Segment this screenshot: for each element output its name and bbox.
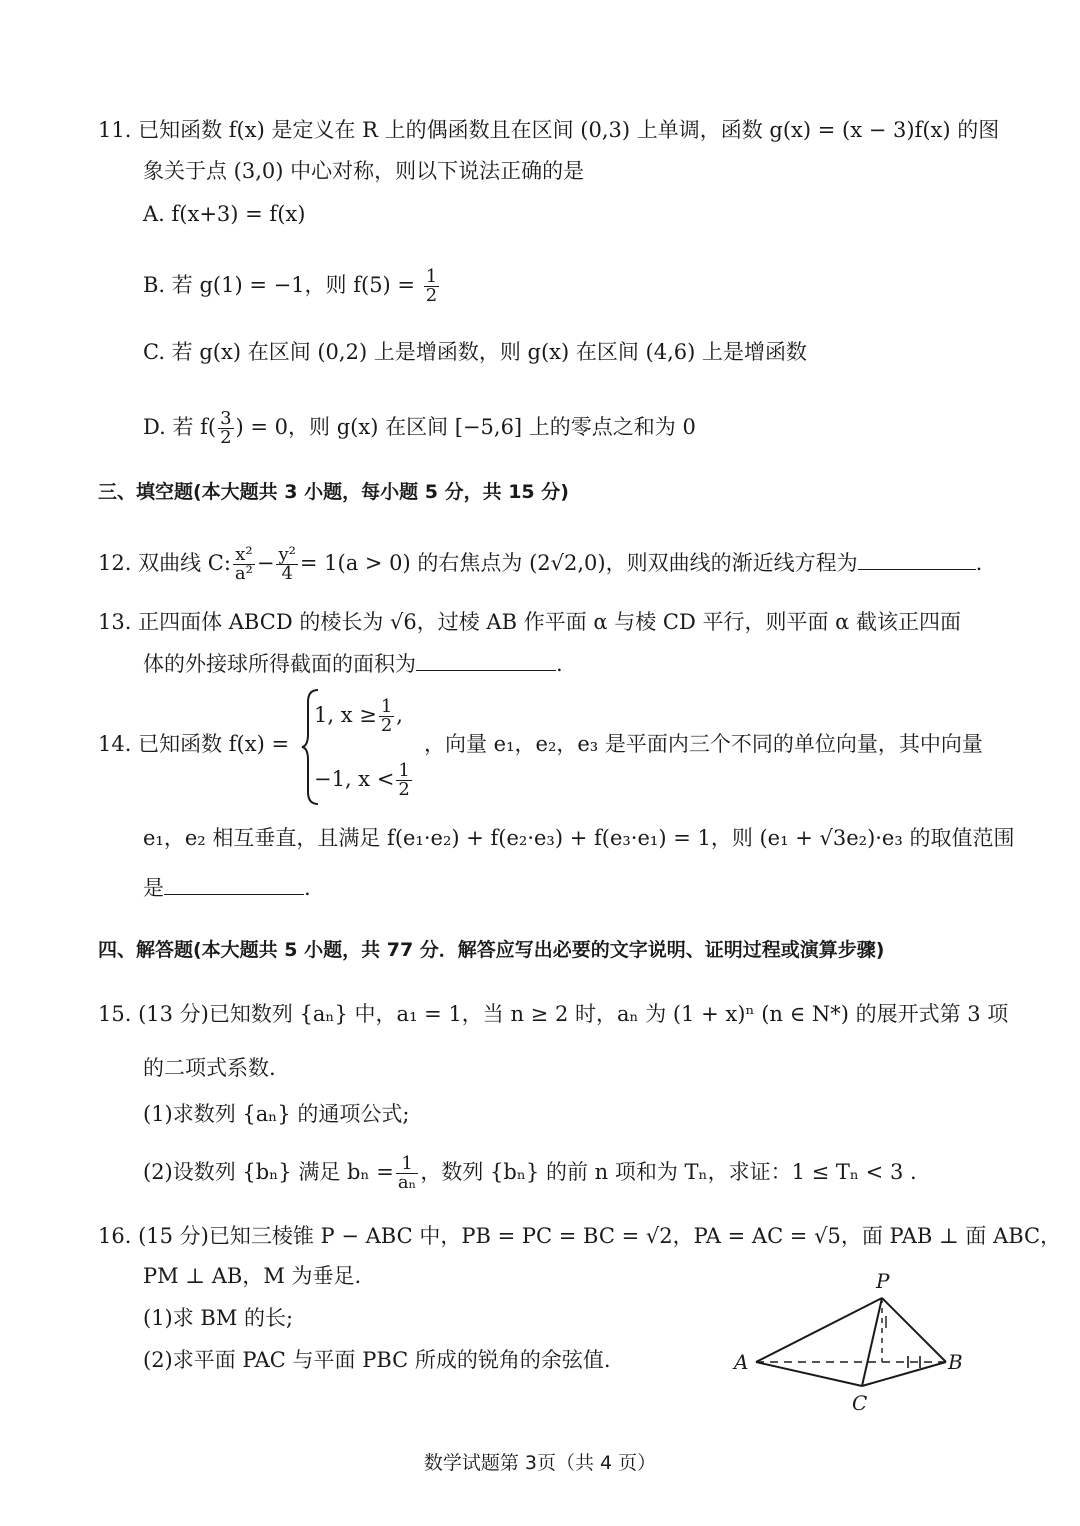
q15-part-2-fraction [396,1155,419,1192]
fraction-denominator: a² [234,563,253,584]
q15-text-1: (13 分)已知数列 {aₙ} 中，a₁ = 1，当 n ≥ 2 时，aₙ 为 (1 + x)ⁿ (n ∈ N*) 的展开式第 3 项 [138,1002,1009,1026]
q11-option-b [143,268,441,305]
q16-line2: PM ⊥ AB，M 为垂足. [143,1264,362,1288]
q13-answer-blank[interactable] [416,648,556,671]
q14-number: 14. [98,732,132,756]
fraction-numerator: 1 [396,1155,419,1174]
vertex-label-P: P [876,1269,890,1293]
fraction-numerator: 1 [398,760,410,781]
fraction-denominator: aₙ [397,1172,417,1193]
q12-fraction-2 [276,546,297,583]
fraction-numerator: y² [278,544,296,565]
q11-stem-2: 象关于点 (3,0) 中心对称，则以下说法正确的是 [143,159,585,183]
fraction-denominator: 2 [398,779,410,800]
q13-text-1: 正四面体 ABCD 的棱长为 √6，过棱 AB 作平面 α 与棱 CD 平行，则平面 α 截该正四面 [138,610,962,634]
q11-option-c: C. 若 g(x) 在区间 (0,2) 上是增函数，则 g(x) 在区间 (4,6) 上是增函数 [143,340,807,364]
q14-case-1-fraction [379,698,394,735]
q11-option-a: A. f(x+3) = f(x) [143,202,306,226]
edge-PA [756,1298,882,1362]
fraction-numerator: x² [233,546,255,565]
q15-line1 [98,1000,1008,1028]
q12-number: 12. [98,551,132,575]
q12-minus: − [256,551,275,575]
q16-pyramid-figure [728,1262,978,1422]
q13-end: . [556,652,563,676]
q14-case-2 [314,762,414,799]
q15-part-1: (1)求数列 {aₙ} 的通项公式; [143,1102,410,1126]
q12-answer-blank[interactable] [858,547,976,570]
q14-line3 [143,872,311,902]
q14-post: ，向量 e₁，e₂，e₃ 是平面内三个不同的单位向量，其中向量 [424,732,983,756]
q14-case-1 [314,698,403,735]
q15-number: 15. [98,1002,132,1026]
q14-text-3: 是 [143,876,164,900]
q11-option-d-post: ) = 0，则 g(x) 在区间 [−5,6] 上的零点之和为 0 [235,415,696,439]
q15-part-2-post: ，数列 {bₙ} 的前 n 项和为 Tₙ，求证：1 ≤ Tₙ < 3 . [420,1160,917,1184]
fraction-denominator: 2 [425,285,438,306]
section-4-heading: 四、解答题(本大题共 5 小题，共 77 分．解答应写出必要的文字说明、证明过程或演算步骤) [98,939,885,961]
edge-PC [862,1298,882,1386]
q11-option-b-fraction [424,268,439,305]
q16-text-1: (15 分)已知三棱锥 P − ABC 中，PB = PC = BC = √2，PA = AC = √5，面 PAB ⊥ 面 ABC， [138,1224,1062,1248]
q13-number: 13. [98,610,132,634]
fraction-denominator: 2 [220,427,232,448]
edge-AC [756,1362,862,1386]
q11-number: 11. [98,118,132,142]
q12-fraction-1 [233,546,255,583]
q12-line [98,546,982,583]
q12-pre: 双曲线 C: [138,551,231,575]
q14-case-1-text: 1, x ≥ [314,703,377,727]
q14-answer-blank[interactable] [164,872,304,895]
q14-case-1-end: , [396,703,403,727]
q11-option-d-pre: D. 若 f( [143,415,217,439]
fraction-numerator: 3 [220,408,232,429]
q14-end: . [304,876,311,900]
vertex-label-B: B [948,1350,963,1374]
q15-line2: 的二项式系数. [143,1056,276,1080]
q14-line2: e₁，e₂ 相互垂直，且满足 f(e₁·e₂) + f(e₂·e₃) + f(e₃·e₁) = 1，则 (e₁ + √3e₂)·e₃ 的取值范围 [143,826,1015,850]
fraction-numerator: 1 [380,696,393,717]
q13-line1 [98,608,961,636]
q16-part-1: (1)求 BM 的长; [143,1306,294,1330]
q11-line1 [98,116,999,144]
q13-text-2: 体的外接球所得截面的面积为 [143,652,416,676]
fraction-denominator: 2 [380,715,393,736]
q11-option-d-fraction [218,410,233,447]
q12-end: . [975,551,983,575]
q13-line2 [143,648,563,678]
q16-part-2: (2)求平面 PAC 与平面 PBC 所成的锐角的余弦值. [143,1348,611,1372]
q11-stem-1: 已知函数 f(x) 是定义在 R 上的偶函数且在区间 (0,3) 上单调，函数 g(x) = (x − 3)f(x) 的图 [138,118,1000,142]
q16-line1 [98,1222,1061,1250]
q14-case-2-text: −1, x < [314,767,395,791]
q15-part-2-pre: (2)设数列 {bₙ} 满足 bₙ = [143,1160,394,1184]
q11-option-b-text: B. 若 g(1) = −1，则 f(5) = [143,273,416,297]
q15-part-2 [143,1155,917,1192]
q14-case-2-fraction [396,762,411,799]
fraction-denominator: 4 [281,563,293,584]
edge-PB [882,1298,946,1362]
q16-number: 16. [98,1224,132,1248]
q11-option-d [143,410,696,447]
page-footer: 数学试题第 3页（共 4 页） [423,1452,657,1474]
vertex-label-C: C [852,1391,868,1415]
edge-CB [862,1362,946,1386]
q14-line1 [98,730,289,758]
vertex-label-A: A [734,1350,749,1374]
section-3-heading: 三、填空题(本大题共 3 小题，每小题 5 分，共 15 分) [98,481,569,503]
q12-post: = 1(a > 0) 的右焦点为 (2√2,0)，则双曲线的渐近线方程为 [299,551,858,575]
fraction-numerator: 1 [425,266,438,287]
q14-pre: 已知函数 f(x) = [138,732,290,756]
